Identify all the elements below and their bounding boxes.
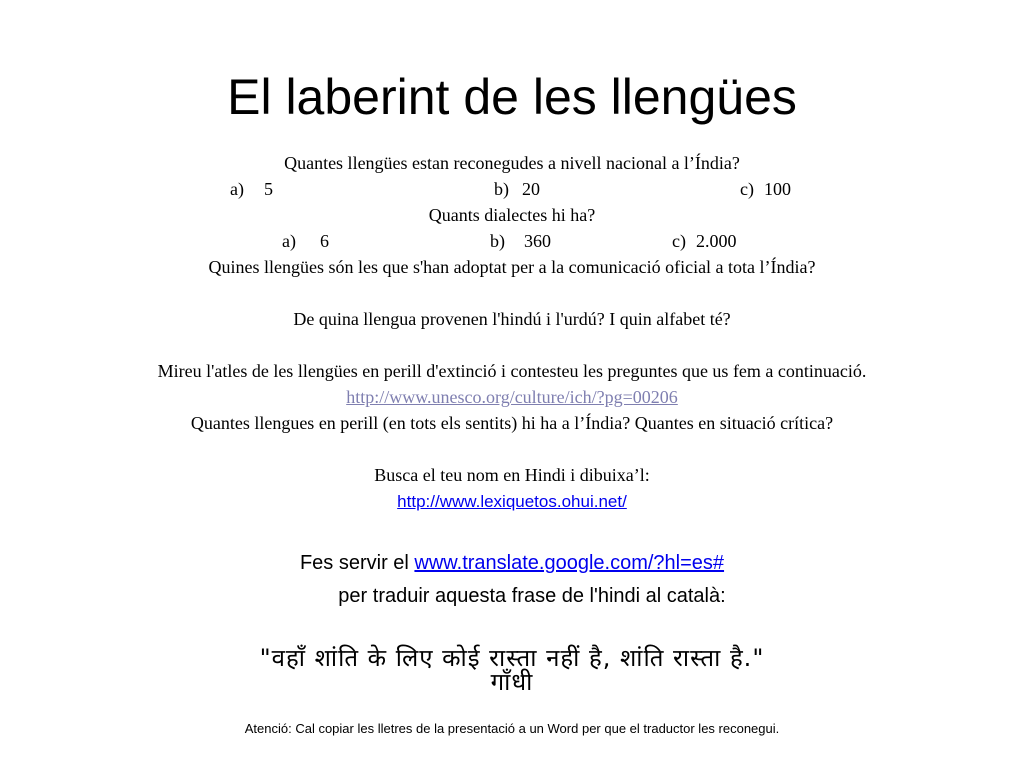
google-translate-link[interactable]: www.translate.google.com/?hl=es# xyxy=(414,552,725,574)
q2-option-c-value: 2.000 xyxy=(696,231,737,251)
question-3: Quines llengües són les que s'han adoptat per a la comunicació oficial a tota l’Índia? xyxy=(208,257,816,277)
question-1-options xyxy=(0,176,1024,202)
atlas-link-line xyxy=(0,384,1024,410)
quote-author: गाँधी xyxy=(490,668,534,696)
q1-option-c-value: 100 xyxy=(764,179,791,199)
translate-line xyxy=(0,550,1024,576)
translate-suffix: per traduir aquesta frase de l'hindi al català: xyxy=(338,585,726,607)
q2-option-c-label: c) xyxy=(672,231,686,251)
q2-option-b-label: b) xyxy=(490,231,505,251)
lexiquetos-link[interactable]: http://www.lexiquetos.ohui.net/ xyxy=(397,492,627,511)
atlas-question: Quantes llengues en perill (en tots els sentits) hi ha a l’Índia? Quantes en situació crítica? xyxy=(190,413,834,433)
atlas-instruction: Mireu l'atles de les llengües en perill d'extinció i contesteu les preguntes que us fem a continuació. xyxy=(157,361,867,381)
q1-option-b-label: b) xyxy=(494,179,509,199)
name-link-line xyxy=(0,489,1024,515)
q1-option-a-label: a) xyxy=(230,179,244,199)
q1-option-a-value: 5 xyxy=(264,179,273,199)
question-4: De quina llengua provenen l'hindú i l'urdú? I quin alfabet té? xyxy=(293,309,731,329)
question-2: Quants dialectes hi ha? xyxy=(428,205,596,225)
q2-option-b-value: 360 xyxy=(524,231,551,251)
question-2-options xyxy=(0,228,1024,254)
slide-title: El laberint de les llengües xyxy=(227,69,797,125)
unesco-link[interactable]: http://www.unesco.org/culture/ich/?pg=00206 xyxy=(346,387,678,407)
question-1: Quantes llengües estan reconegudes a nivell nacional a l’Índia? xyxy=(284,153,740,173)
translate-prefix: Fes servir el xyxy=(299,552,415,574)
q2-option-a-value: 6 xyxy=(320,231,329,251)
footer-note: Atenció: Cal copiar les lletres de la presentació a un Word per que el traductor les reconegui. xyxy=(244,721,780,736)
q1-option-c-label: c) xyxy=(740,179,754,199)
hindi-quote: "वहाँ शांति के लिए कोई रास्ता नहीं है, शांति रास्ता है." xyxy=(259,644,765,672)
q2-option-a-label: a) xyxy=(282,231,296,251)
q1-option-b-value: 20 xyxy=(522,179,540,199)
name-instruction: Busca el teu nom en Hindi i dibuixa’l: xyxy=(374,465,650,485)
